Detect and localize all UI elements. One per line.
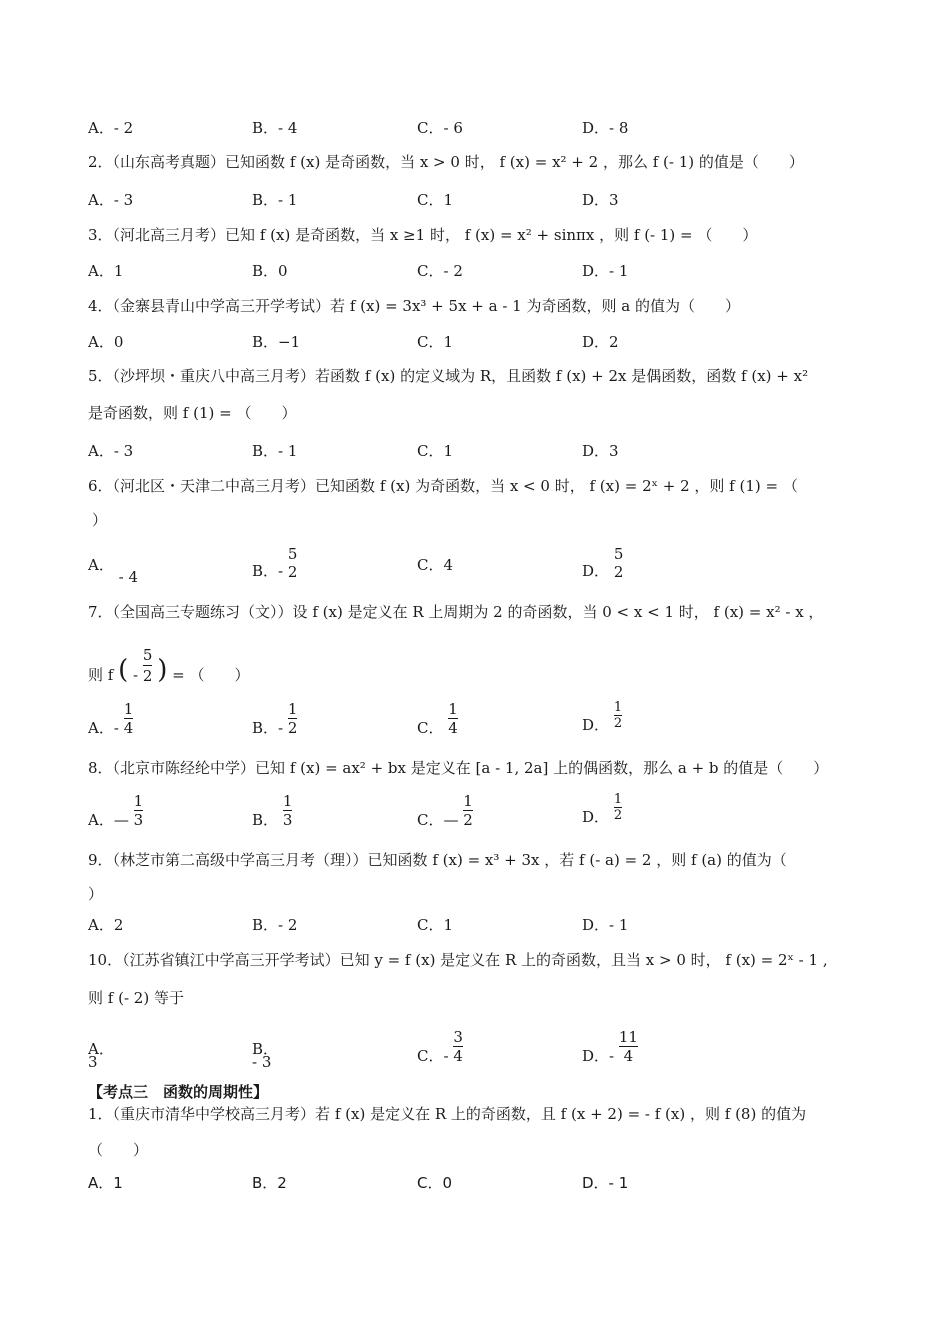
fraction-numerator: 1 <box>133 792 144 810</box>
q6-option-a <box>88 554 139 586</box>
fraction-numerator: 1 <box>613 792 623 807</box>
fraction-numerator: 1 <box>613 700 623 715</box>
q1-option-a: A．- 2 <box>88 119 134 137</box>
q4-option-b: B．−1 <box>252 333 301 351</box>
q2-option-c: C．1 <box>417 191 454 209</box>
q9-options <box>88 914 868 938</box>
q7-option-d <box>582 700 623 734</box>
q8-option-c-label: C．— <box>417 810 459 829</box>
q6-option-d-fraction <box>614 545 624 581</box>
q4-text: 4．（金寨县青山中学高三开学考试）若 f (x) = 3x³ + 5x + a - 1 为奇函数，则 a 的值为（ ） <box>88 297 740 315</box>
fraction-numerator: 1 <box>463 792 473 810</box>
q8-option-b-label: B． <box>252 810 279 829</box>
q2-option-a: A．- 3 <box>88 191 134 209</box>
q7-option-c-fraction <box>448 700 458 737</box>
right-bracket: ) <box>157 654 168 685</box>
q10-text-continued: 则 f (- 2) 等于 <box>88 989 184 1007</box>
q4-option-d: D．2 <box>582 333 619 351</box>
fraction-denominator: 2 <box>463 811 473 829</box>
q7-option-b-fraction <box>288 700 298 737</box>
q7-option-c-label: C． <box>417 718 444 737</box>
q7-text: 7．（全国高三专题练习（文））设 f (x) 是定义在 R 上周期为 2 的奇函数，当 0 < x < 1 时， f (x) = x² - x ， <box>88 603 824 621</box>
fraction-denominator: 4 <box>448 719 458 737</box>
q3-text: 3．（河北高三月考）已知 f (x) 是奇函数，当 x ≥1 时， f (x) = x² + sinπx ，则 f (- 1) = （ ） <box>88 226 758 244</box>
q9-option-c: C．1 <box>417 916 454 934</box>
q6-option-b <box>252 545 298 590</box>
q8-text: 8．（北京市陈经纶中学）已知 f (x) = ax² + bx 是定义在 [a - 1, 2a] 上的偶函数，那么 a + b 的值是（ ） <box>88 759 829 777</box>
s3-q1-text-continued: （ ） <box>88 1141 149 1159</box>
minus-sign: - <box>133 665 139 684</box>
q10-option-b-value: - 3 <box>252 1053 272 1071</box>
q7-option-c <box>417 700 458 737</box>
q7-option-a-fraction <box>124 700 134 737</box>
q3-option-c: C．- 2 <box>417 262 463 280</box>
s3-q1-option-d: D．- 1 <box>582 1174 629 1192</box>
q2-option-b: B．- 1 <box>252 191 298 209</box>
fraction-denominator: 2 <box>613 808 623 823</box>
fraction-numerator: 1 <box>448 700 458 718</box>
s3-q1-option-a: A．1 <box>88 1174 123 1192</box>
q5-text-continued: 是奇函数，则 f (1) = （ ） <box>88 404 297 422</box>
q6-option-b-fraction <box>288 545 298 581</box>
q5-option-b: B．- 1 <box>252 442 298 460</box>
q2-text: 2．（山东高考真题）已知函数 f (x) 是奇函数，当 x > 0 时， f (x) = x² + 2 ，那么 f (- 1) 的值是（ ） <box>88 153 804 171</box>
s3-q1-option-c: C．0 <box>417 1174 453 1192</box>
q7-options <box>88 700 868 740</box>
q4-options <box>88 331 868 355</box>
q10-text: 10．（江苏省镇江中学高三开学考试）已知 y = f (x) 是定义在 R 上的奇函数，且当 x > 0 时， f (x) = 2ˣ - 1 , <box>88 951 828 969</box>
q6-option-a-value: - 4 <box>118 568 139 586</box>
q6-text: 6．（河北区・天津二中高三月考）已知函数 f (x) 为奇函数，当 x < 0 时， f (x) = 2ˣ + 2 ，则 f (1) = （ <box>88 477 798 495</box>
q7-suffix: = （ ） <box>172 665 250 684</box>
fraction-denominator: 2 <box>287 719 298 737</box>
s3-q1-options <box>88 1172 868 1196</box>
q10-option-b-label: B． <box>252 1040 279 1058</box>
q8-option-d-label: D． <box>582 807 610 826</box>
q8-option-a <box>88 792 143 829</box>
q10-option-a-label: A． <box>88 1040 114 1058</box>
fraction-numerator: 1 <box>282 792 293 810</box>
q10-option-a <box>88 1038 114 1077</box>
q9-text: 9．（林芝市第二高级中学高三月考（理））已知函数 f (x) = x³ + 3x ，若 f (- a) = 2 ，则 f (a) 的值为（ <box>88 851 787 869</box>
q7-option-d-label: D． <box>582 715 610 734</box>
q3-option-b: B．0 <box>252 262 288 280</box>
q7-prefix: 则 f <box>88 665 114 684</box>
q8-option-b <box>252 792 292 829</box>
q6-options <box>88 545 868 585</box>
q10-option-b <box>252 1038 278 1077</box>
fraction-numerator: 5 <box>142 646 153 664</box>
q6-option-d-label: D． <box>582 562 610 580</box>
q7-text-continued <box>88 645 868 685</box>
q7-option-a <box>88 700 133 737</box>
q10-option-d-label: D．- <box>582 1046 615 1065</box>
q9-option-d: D．- 1 <box>582 916 629 934</box>
q10-option-c <box>417 1028 463 1065</box>
q3-options <box>88 260 868 284</box>
q10-options <box>88 1028 868 1070</box>
fraction-denominator: 2 <box>287 563 298 581</box>
q1-option-c: C．- 6 <box>417 119 463 137</box>
q5-option-d: D．3 <box>582 442 619 460</box>
left-bracket: ( <box>118 654 129 685</box>
q7-fraction <box>143 645 153 686</box>
fraction-numerator: 5 <box>287 545 298 563</box>
q8-option-b-fraction <box>283 792 293 829</box>
q5-option-a: A．- 3 <box>88 442 134 460</box>
q7-option-b <box>252 700 297 737</box>
q6-text-continued: ） <box>92 511 108 529</box>
q10-option-a-value: 3 <box>88 1053 98 1071</box>
q8-option-a-label: A．— <box>88 810 129 829</box>
q1-options <box>88 117 868 141</box>
q6-option-c: C．4 <box>417 556 454 574</box>
fraction-denominator: 3 <box>133 811 144 829</box>
fraction-numerator: 5 <box>613 545 624 563</box>
fraction-denominator: 4 <box>453 1047 463 1065</box>
q9-text-continued: ） <box>88 885 104 903</box>
fraction-denominator: 4 <box>123 719 134 737</box>
q5-option-c: C．1 <box>417 442 454 460</box>
s3-q1-option-b: B．2 <box>252 1174 287 1192</box>
fraction-denominator: 4 <box>619 1046 638 1065</box>
q8-options <box>88 792 868 832</box>
q1-option-b: B．- 4 <box>252 119 298 137</box>
fraction-denominator: 2 <box>613 716 623 731</box>
s3-q1-text: 1．（重庆市清华中学校高三月考）若 f (x) 是定义在 R 上的奇函数，且 f (x + 2) = - f (x) ，则 f (8) 的值为 <box>88 1105 807 1123</box>
q7-option-b-label: B．- <box>252 718 284 737</box>
q7-option-d-fraction <box>614 700 622 731</box>
q8-option-d-fraction <box>614 792 622 823</box>
fraction-denominator: 2 <box>613 563 624 581</box>
q5-options <box>88 440 868 464</box>
q10-option-d-fraction <box>619 1028 638 1065</box>
section-title: 【考点三 函数的周期性】 <box>88 1083 269 1101</box>
fraction-numerator: 1 <box>123 700 134 718</box>
q2-options <box>88 189 868 213</box>
fraction-numerator: 1 <box>287 700 298 718</box>
q2-option-d: D．3 <box>582 191 619 209</box>
q6-option-a-label: A． <box>88 556 114 574</box>
q8-option-d <box>582 792 623 826</box>
q9-option-b: B．- 2 <box>252 916 298 934</box>
q10-option-c-label: C．- <box>417 1046 449 1065</box>
fraction-numerator: 11 <box>618 1028 638 1046</box>
q5-text: 5．（沙坪坝・重庆八中高三月考）若函数 f (x) 的定义域为 R，且函数 f (x) + 2x 是偶函数，函数 f (x) + x² <box>88 367 809 385</box>
q9-option-a: A．2 <box>88 916 124 934</box>
q6-option-b-label: B．- <box>252 562 284 580</box>
q3-option-d: D．- 1 <box>582 262 629 280</box>
q1-option-d: D．- 8 <box>582 119 629 137</box>
q4-option-a: A．0 <box>88 333 124 351</box>
q8-option-a-fraction <box>134 792 144 829</box>
q7-option-a-label: A．- <box>88 718 119 737</box>
fraction-denominator: 3 <box>282 811 293 829</box>
fraction-numerator: 3 <box>453 1028 463 1046</box>
q8-option-c <box>417 792 473 829</box>
q6-option-d <box>582 545 624 590</box>
q3-option-a: A．1 <box>88 262 124 280</box>
q8-option-c-fraction <box>463 792 473 829</box>
q4-option-c: C．1 <box>417 333 454 351</box>
fraction-denominator: 2 <box>142 667 153 685</box>
q10-option-c-fraction <box>453 1028 463 1065</box>
q10-option-d <box>582 1028 638 1065</box>
